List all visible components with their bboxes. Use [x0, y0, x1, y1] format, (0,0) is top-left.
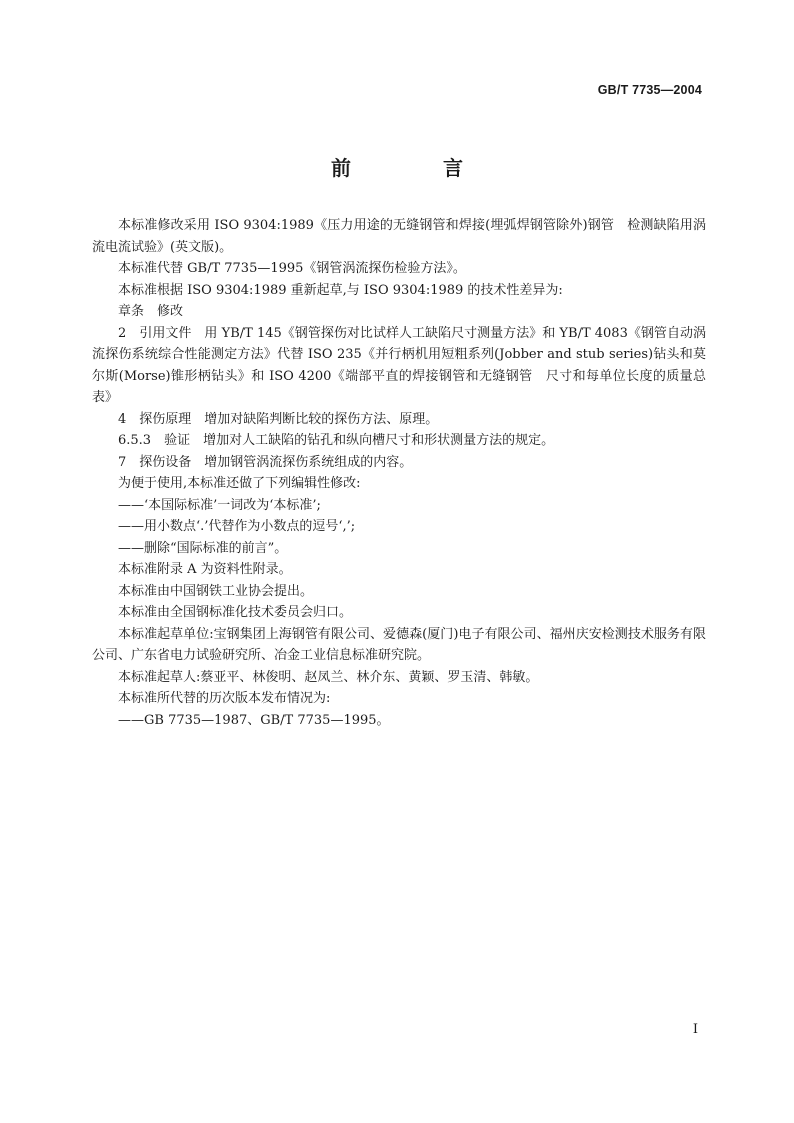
paragraph-replaces: 本标准代替 GB/T 7735—1995《钢管涡流探伤检验方法》。: [118, 261, 466, 276]
standard-code: GB/T 7735—2004: [597, 83, 702, 97]
paragraph-differences-header: 章条 修改: [118, 304, 184, 319]
paragraph-editorial-intro: 为便于使用,本标准还做了下列编辑性修改:: [118, 476, 361, 491]
paragraph-committee: 本标准由全国钢标准化技术委员会归口。: [118, 605, 353, 620]
paragraph-annex: 本标准附录 A 为资料性附录。: [118, 562, 292, 577]
page-number: I: [692, 1022, 698, 1037]
list-item-editorial-3: ——删除“国际标准的前言”。: [118, 540, 288, 556]
paragraph-differences-intro: 本标准根据 ISO 9304:1989 重新起草,与 ISO 9304:1989 的技术性差异为:: [118, 282, 563, 298]
paragraph-drafters: 本标准起草人:蔡亚平、林俊明、赵凤兰、林介东、黄颖、罗玉清、韩敏。: [118, 669, 539, 685]
list-item-history: ——GB 7735—1987、GB/T 7735—1995。: [118, 712, 390, 728]
paragraph-history-intro: 本标准所代替的历次版本发布情况为:: [118, 691, 331, 706]
list-item-editorial-2: ——用小数点‘.’代替作为小数点的逗号‘,’;: [118, 519, 356, 534]
paragraph-adoption: 本标准修改采用 ISO 9304:1989《压力用途的无缝钢管和焊接(埋弧焊钢管除外)钢管 检测缺陷用涡流电流试验》(英文版)。: [92, 218, 706, 255]
paragraph-diff-clause-4: 4 探伤原理 增加对缺陷判断比较的探伤方法、原理。: [118, 411, 439, 427]
list-item-editorial-1: ——‘本国际标准’一词改为‘本标准’;: [118, 497, 321, 513]
paragraph-diff-clause-2: 2 引用文件 用 YB/T 145《钢管探伤对比试样人工缺陷尺寸测量方法》和 YB/T 4083《钢管自动涡流探伤系统综合性能测定方法》代替 ISO 235《并行柄机用短粗系列(Jobber and stub series)钻头和莫尔斯(Morse)锥形柄钻头》和 ISO 4200《端部平直的焊接钢管和无缝钢管 尺寸和每单位长度的质量总表》: [92, 325, 706, 405]
foreword-body: [92, 215, 706, 731]
page-title: 前 言: [331, 156, 499, 180]
paragraph-proposer: 本标准由中国钢铁工业协会提出。: [118, 583, 314, 599]
paragraph-diff-clause-6-5-3: 6.5.3 验证 增加对人工缺陷的钻孔和纵向槽尺寸和形状测量方法的规定。: [118, 433, 555, 448]
paragraph-diff-clause-7: 7 探伤设备 增加钢管涡流探伤系统组成的内容。: [118, 454, 413, 470]
paragraph-drafting-units: 本标准起草单位:宝钢集团上海钢管有限公司、爱德森(厦门)电子有限公司、福州庆安检测技术服务有限公司、广东省电力试验研究所、冶金工业信息标准研究院。: [92, 626, 706, 663]
